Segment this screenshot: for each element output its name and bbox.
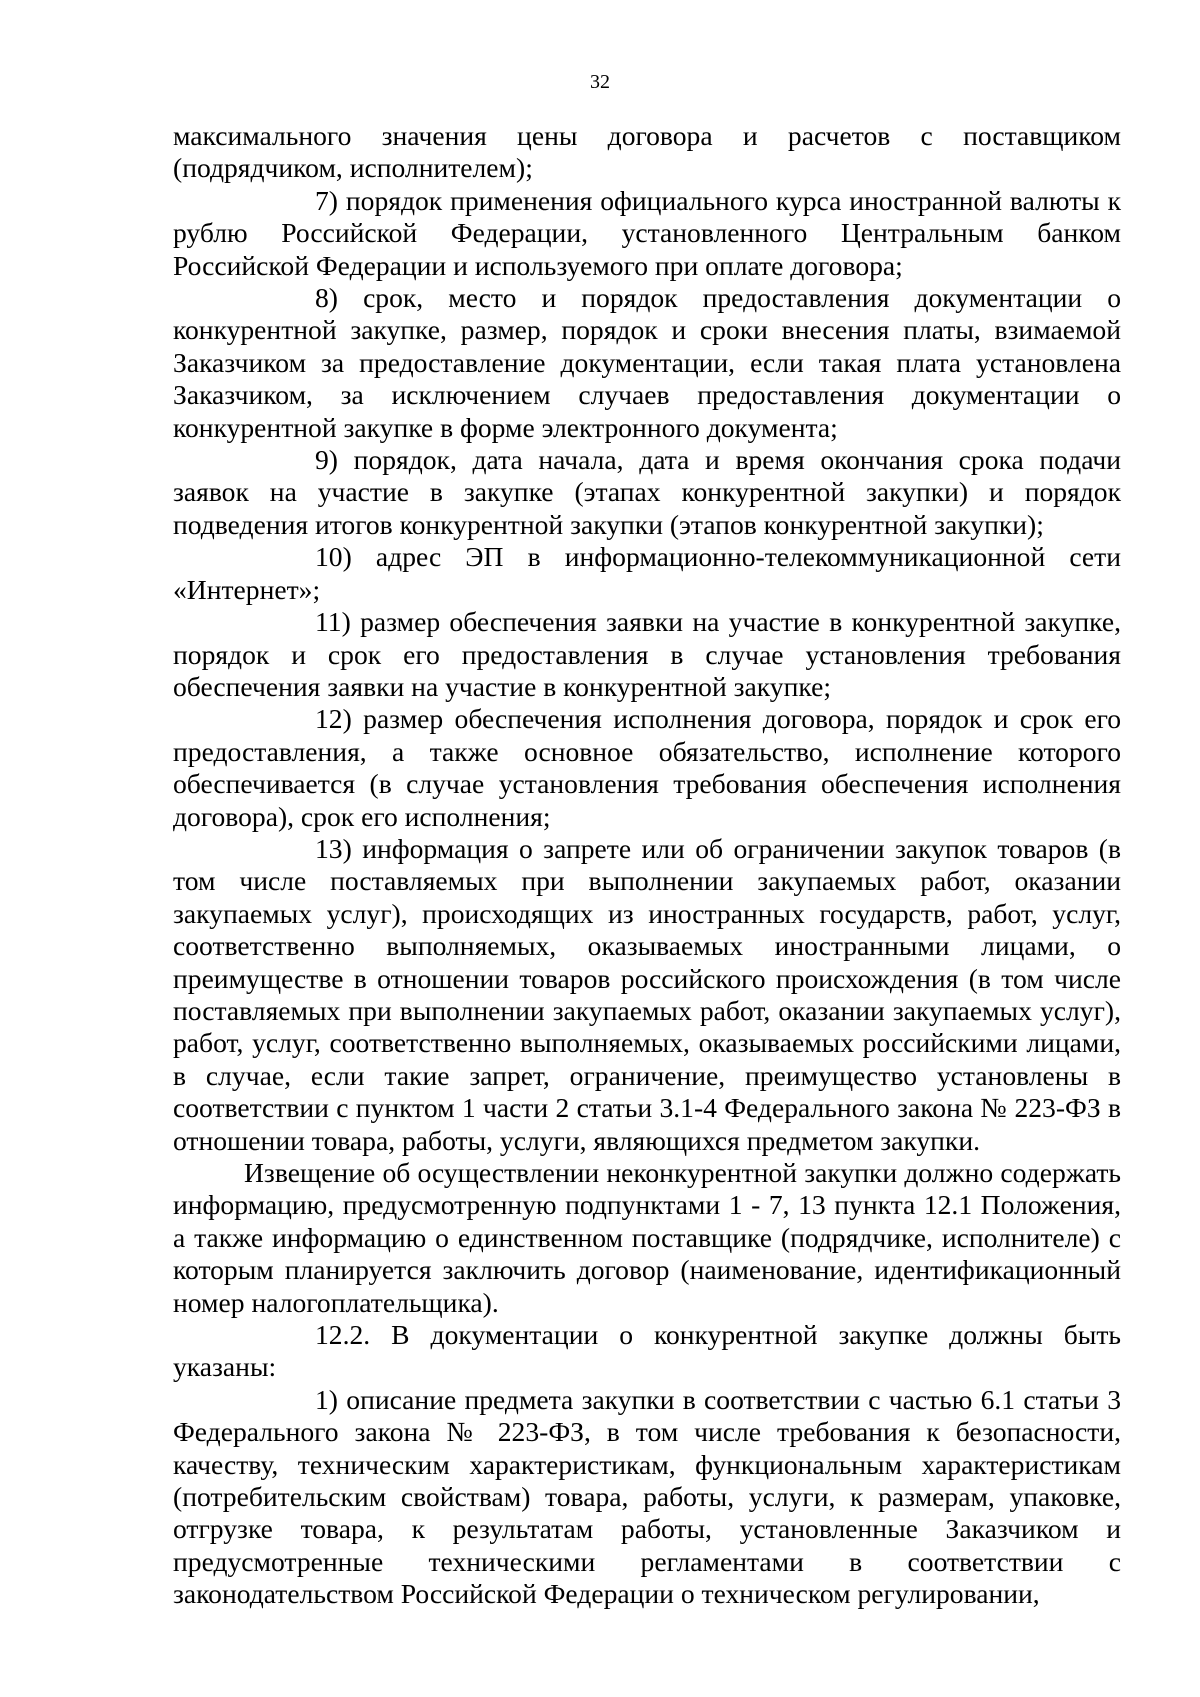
paragraph-text: максимального значения цены договора и расчетов с поставщиком (подрядчиком, исполнителем); [173, 120, 1121, 184]
list-item-text: информация о запрете или об ограничении закупок товаров (в том числе поставляемых при выполнении закупаемых работ, оказании закупаемых услуг), происходящих из иностранных государств, работ, услуг, соответственно выполняемых, оказываемых иностранными лицами, о преимуществе в отношении товаров российского происхождения (в том числе поставляемых при выполнении закупаемых работ, оказании закупаемых услуг), работ, услуг, соответственно выполняемых, оказываемых российскими лицами, в случае, если такие запрет, ограничение, преимущество установлены в соответствии с пунктом 1 части 2 статьи 3.1-4 Федерального закона № 223-ФЗ в отношении товара, работы, услуги, являющихся предметом закупки. [173, 832, 1121, 1156]
list-item-number: 11) [315, 606, 351, 638]
list-item-8 [173, 282, 1121, 444]
list-item-number: 12) [315, 703, 352, 735]
page-number: 32 [590, 71, 610, 93]
list-item-text: размер обеспечения исполнения договора, порядок и срок его предоставления, а также основное обязательство, исполнение которого обеспечивается (в случае установления требования обеспечения исполнения договора), срок его исполнения; [173, 703, 1121, 832]
list-item-number: 8) [315, 282, 338, 314]
list-item-text: размер обеспечения заявки на участие в конкурентной закупке, порядок и срок его предоставления в случае установления требования обеспечения заявки на участие в конкурентной закупке; [173, 606, 1121, 702]
list-item-number: 13) [315, 832, 352, 864]
list-item-11 [173, 606, 1121, 703]
paragraph-notice [173, 1157, 1121, 1319]
list-item-text: адрес ЭП в информационно-телекоммуникационной сети «Интернет»; [173, 541, 1121, 605]
list-item-number: 10) [315, 541, 352, 573]
list-item-1 [173, 1384, 1121, 1611]
list-item-9 [173, 444, 1121, 541]
list-item-number: 9) [315, 444, 338, 476]
list-item-text: порядок, дата начала, дата и время окончания срока подачи заявок на участие в закупке (этапах конкурентной закупки) и порядок подведения итогов конкурентной закупки (этапов конкурентной закупки); [173, 444, 1122, 540]
section-number: 12.2. [315, 1319, 371, 1351]
list-item-number: 7) [315, 184, 338, 216]
list-item-text: срок, место и порядок предоставления документации о конкурентной закупке, размер, порядок и сроки внесения платы, взимаемой Заказчиком за предоставление документации, если такая плата установлена Заказчиком, за исключением случаев предоставления документации о конкурентной закупке в форме электронного документа; [173, 282, 1121, 443]
list-item-13 [173, 833, 1121, 1157]
list-item-7 [173, 185, 1121, 282]
section-12-2 [173, 1319, 1121, 1384]
list-item-text: порядок применения официального курса иностранной валюты к рублю Российской Федерации, установленного Центральным банком Российской Федерации и используемого при оплате договора; [173, 184, 1121, 281]
list-item-12 [173, 703, 1121, 833]
paragraph-text: Извещение об осуществлении неконкурентной закупки должно содержать информацию, предусмотренную подпунктами 1 - 7, 13 пункта 12.1 Положения, а также информацию о единственном поставщике (подрядчике, исполнителе) с которым планируется заключить договор (наименование, идентификационный номер налогоплательщика). [173, 1157, 1121, 1318]
document-body [173, 120, 1121, 1611]
list-item-10 [173, 541, 1121, 606]
list-item-text: описание предмета закупки в соответствии с частью 6.1 статьи 3 Федерального закона № 223-ФЗ, в том числе требования к безопасности, качеству, техническим характеристикам, функциональным характеристикам (потребительским свойствам) товара, работы, услуги, к размерам, упаковке, отгрузке товара, к результатам работы, установленные Заказчиком и предусмотренные техническими регламентами в соответствии с законодательством Российской Федерации о техническом регулировании, [173, 1383, 1121, 1610]
section-text: В документации о конкурентной закупке должны быть указаны: [173, 1319, 1121, 1383]
paragraph-continuation [173, 120, 1121, 185]
list-item-number: 1) [315, 1383, 338, 1415]
